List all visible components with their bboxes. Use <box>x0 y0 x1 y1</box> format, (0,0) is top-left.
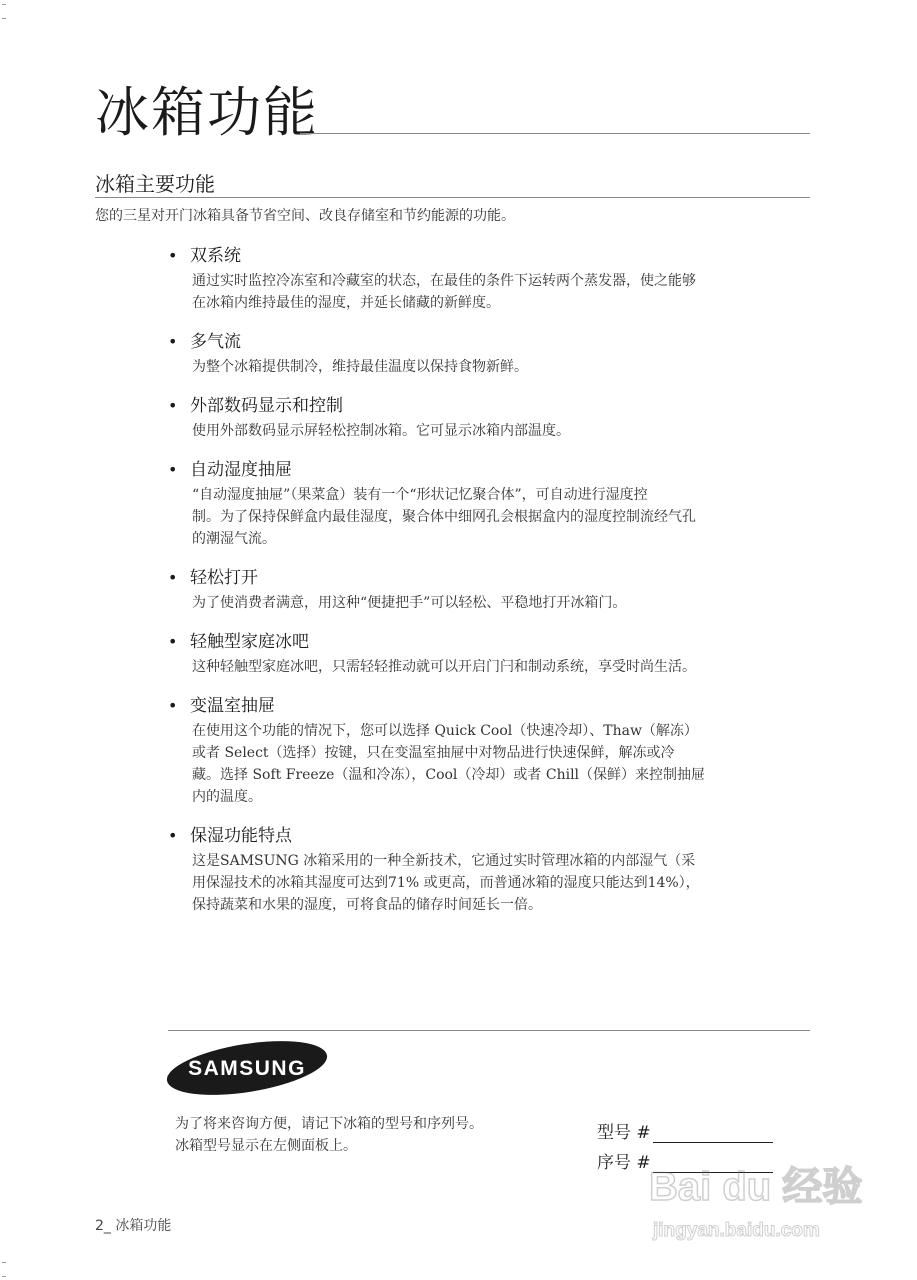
feature-list <box>168 244 813 932</box>
feature-heading <box>168 694 813 718</box>
feature-heading <box>168 330 813 354</box>
feature-description-line: 制。为了保持保鲜盒内最佳湿度，聚合体中细网孔会根据盒内的湿度控制流经气孔 <box>192 509 696 525</box>
model-number-field <box>597 1113 773 1143</box>
page-footer: 2_ 冰箱功能 <box>95 1218 172 1234</box>
feature-item <box>168 630 813 678</box>
bottom-divider <box>168 1030 810 1031</box>
feature-description-line: 为了使消费者满意，用这种“便捷把手”可以轻松、平稳地打开冰箱门。 <box>192 595 627 611</box>
record-note-line: 冰箱型号显示在左侧面板上。 <box>175 1138 357 1154</box>
feature-description <box>192 656 813 678</box>
feature-item <box>168 566 813 614</box>
feature-title: 轻松打开 <box>190 568 258 588</box>
section-title: 冰箱主要功能 <box>95 172 215 196</box>
feature-description <box>192 356 813 378</box>
feature-description-line: 使用外部数码显示屏轻松控制冰箱。它可显示冰箱内部温度。 <box>192 423 570 439</box>
baidu-watermark <box>645 1148 885 1248</box>
feature-item <box>168 824 813 916</box>
section-divider <box>95 197 810 198</box>
feature-description-line: 用保湿技术的冰箱其湿度可达到71% 或更高，而普通冰箱的湿度只能达到14%）， <box>192 875 700 891</box>
bullet-icon: • <box>168 568 178 587</box>
edge-mark <box>2 1276 6 1277</box>
watermark-brand: Bai du 经验 <box>649 1165 863 1209</box>
feature-heading <box>168 458 813 482</box>
edge-mark <box>2 1262 6 1263</box>
feature-title: 保湿功能特点 <box>190 826 292 846</box>
feature-description-line: 这种轻触型家庭冰吧，只需轻轻推动就可以开启门闩和制动系统，享受时尚生活。 <box>192 659 696 675</box>
feature-description-line: 为整个冰箱提供制冷，维持最佳温度以保持食物新鲜。 <box>192 359 528 375</box>
feature-description-line: 保持蔬菜和水果的湿度，可将食品的储存时间延长一倍。 <box>192 897 542 913</box>
feature-heading <box>168 824 813 848</box>
feature-title: 外部数码显示和控制 <box>190 396 343 416</box>
feature-heading <box>168 566 813 590</box>
edge-mark <box>2 18 6 19</box>
feature-description-line: 的潮湿气流。 <box>192 531 276 547</box>
bullet-icon: • <box>168 246 178 265</box>
feature-description-line: 藏。选择 Soft Freeze（温和冷冻），Cool（冷却）或者 Chill（保鲜）来控制抽屉 <box>192 767 706 783</box>
bullet-icon: • <box>168 396 178 415</box>
watermark-url: jingyan.baidu.com <box>653 1220 820 1241</box>
feature-description-line: 内的温度。 <box>192 789 262 805</box>
bullet-icon: • <box>168 332 178 351</box>
edge-mark <box>2 4 6 5</box>
feature-description <box>192 720 813 808</box>
bullet-icon: • <box>168 460 178 479</box>
feature-description <box>192 484 813 550</box>
samsung-logo <box>165 1040 330 1096</box>
intro-text: 您的三星对开门冰箱具备节省空间、改良存储室和节约能源的功能。 <box>95 208 515 224</box>
feature-heading <box>168 394 813 418</box>
feature-title: 多气流 <box>190 332 241 352</box>
feature-item <box>168 458 813 550</box>
bullet-icon: • <box>168 826 178 845</box>
feature-description-line: 在使用这个功能的情况下，您可以选择 Quick Cool（快速冷却）、Thaw（解冻） <box>192 723 698 739</box>
feature-description <box>192 270 813 314</box>
samsung-logo-text: SAMSUNG <box>188 1057 306 1080</box>
feature-description-line: 通过实时监控冷冻室和冷藏室的状态，在最佳的条件下运转两个蒸发器，使之能够 <box>192 273 696 289</box>
feature-description <box>192 850 813 916</box>
feature-item <box>168 244 813 314</box>
feature-description-line: “自动湿度抽屉”（果菜盒）装有一个“形状记忆聚合体”，可自动进行湿度控 <box>192 487 648 503</box>
feature-heading <box>168 244 813 268</box>
feature-item <box>168 330 813 378</box>
feature-description-line: 在冰箱内维持最佳的湿度，并延长储藏的新鲜度。 <box>192 295 500 311</box>
model-number-line <box>653 1122 773 1143</box>
feature-heading <box>168 630 813 654</box>
model-number-label: 型号 # <box>597 1123 651 1143</box>
feature-item <box>168 694 813 808</box>
record-note-line: 为了将来咨询方便，请记下冰箱的型号和序列号。 <box>175 1116 483 1132</box>
feature-description-line: 这是SAMSUNG 冰箱采用的一种全新技术，它通过实时管理冰箱的内部湿气（采 <box>192 853 696 869</box>
feature-title: 变温室抽屉 <box>190 696 275 716</box>
feature-title: 轻触型家庭冰吧 <box>190 632 309 652</box>
bullet-icon: • <box>168 632 178 651</box>
feature-title: 自动湿度抽屉 <box>190 460 292 480</box>
title-divider <box>300 133 810 134</box>
feature-description <box>192 592 813 614</box>
bullet-icon: • <box>168 696 178 715</box>
feature-item <box>168 394 813 442</box>
feature-description <box>192 420 813 442</box>
record-note <box>175 1113 483 1157</box>
feature-description-line: 或者 Select（选择）按键，只在变温室抽屉中对物品进行快速保鲜，解冻或冷 <box>192 745 675 761</box>
feature-title: 双系统 <box>190 246 241 266</box>
page-title: 冰箱功能 <box>95 81 319 144</box>
serial-number-label: 序号 # <box>597 1153 651 1173</box>
